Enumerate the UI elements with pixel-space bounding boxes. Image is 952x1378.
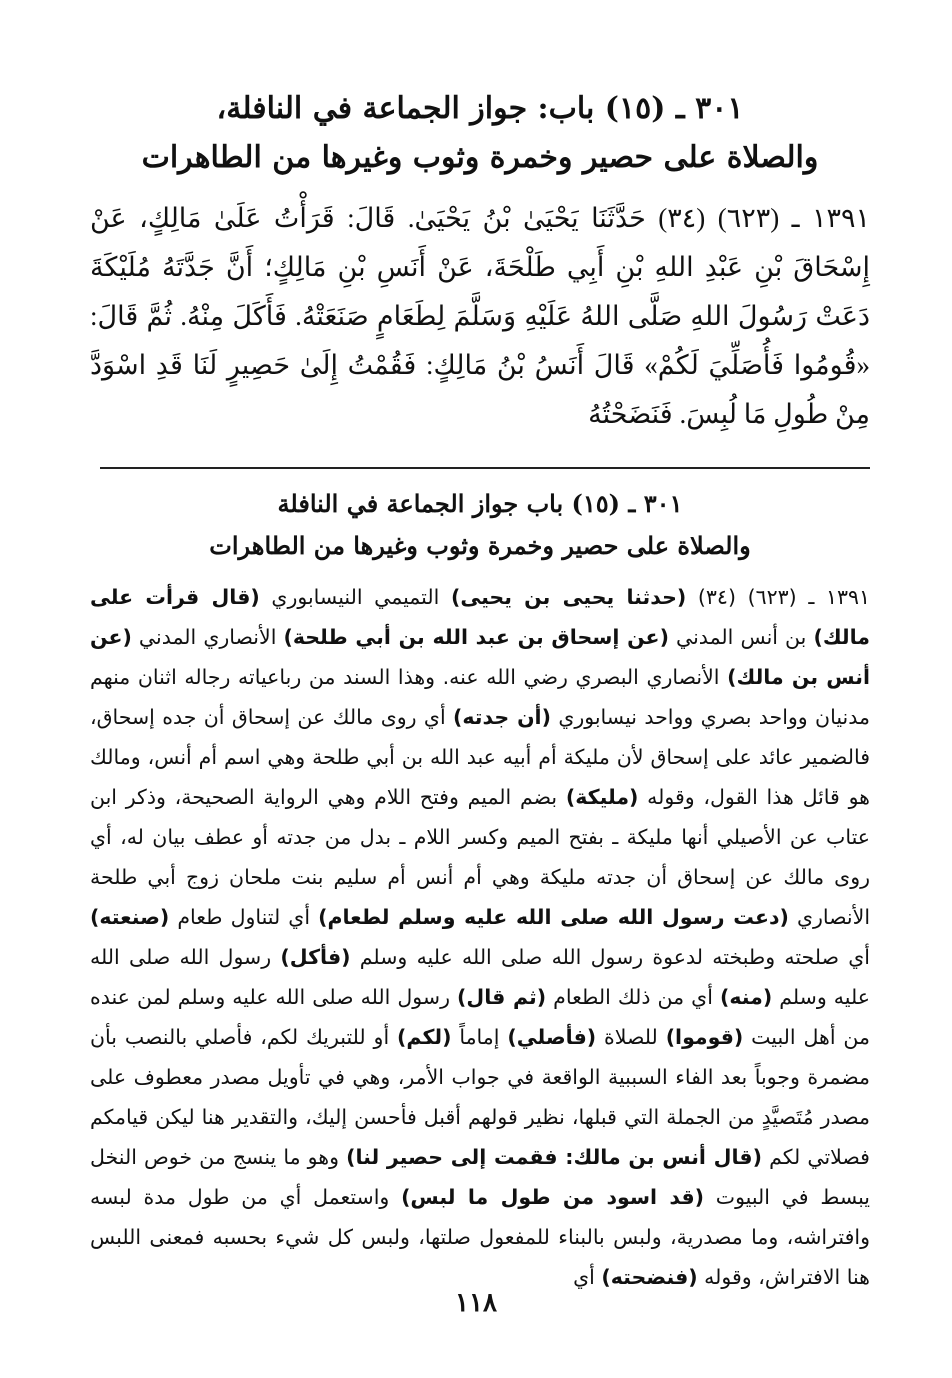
quoted-hadith-phrase: (منه) (719, 985, 773, 1009)
commentary-phrase: بن أنس المدني (668, 625, 814, 649)
commentary-phrase: أي (573, 1265, 602, 1289)
quoted-hadith-phrase: (مليكة) (565, 785, 639, 809)
quoted-hadith-phrase: (دعت رسول الله صلى الله عليه وسلم لطعام) (318, 905, 789, 929)
commentary-title-line-1: ٣٠١ ـ (١٥) باب جواز الجماعة في النافلة (277, 489, 683, 518)
commentary-phrase: أو للتبريك لكم، فأصلي بالنصب بأن مضمرة وجوباً بعد الفاء السببية الواقعة في جواب الأمر، وهي في تأويل مصدر معطوف على مصدر مُتَصيَّدٍ من الجملة التي قبلها، نظير قولهم أقبل فأحسن إليك، والتقدير هنا ليكن قيامكم فصلاتي لكم (90, 1025, 870, 1169)
commentary-phrase: بضم الميم وفتح اللام وهي الرواية الصحيحة، وذكر ابن عتاب عن الأصيلي أنها مليكة ـ بفتح الميم وكسر اللام ـ بدل من جدته أو عطف بيان له، أي روى مالك عن إسحاق أن جدته مليكة وهي أم أنس أم سليم بنت ملحان زوج أبي طلحة الأنصاري (90, 785, 871, 929)
commentary-phrase: إماماً (451, 1025, 508, 1049)
quoted-hadith-phrase: (قد اسود من طول ما لبس) (401, 1185, 705, 1209)
commentary-phrase: رسول الله صلى الله عليه وسلم لمن عنده من أهل البيت (90, 985, 870, 1049)
commentary-phrase: رسول الله صلى الله عليه وسلم (90, 945, 870, 1009)
quoted-hadith-phrase: (قال قرأت على مالك) (90, 585, 870, 649)
quoted-hadith-phrase: (أن جدته) (452, 705, 551, 729)
quoted-hadith-phrase: (ثم قال) (457, 985, 547, 1009)
page-number: ١١٨ (455, 1288, 497, 1318)
commentary-text (90, 577, 870, 1297)
quoted-hadith-phrase: (فأصلي) (507, 1025, 597, 1049)
quoted-hadith-phrase: (فأكل) (280, 945, 351, 969)
quoted-hadith-phrase: (قوموا) (665, 1025, 744, 1049)
commentary-phrase: أي لتناول طعام (169, 905, 319, 929)
commentary-title-line-2: والصلاة على حصير وخمرة وثوب وغيرها من الطاهرات (209, 531, 751, 560)
quoted-hadith-phrase: (عن أنس بن مالك) (90, 625, 870, 689)
commentary-phrase: وهو ما ينسج من خوص النخل يبسط في البيوت (90, 1145, 870, 1209)
quoted-hadith-phrase: (عن إسحاق بن عبد الله بن أبي طلحة) (283, 625, 669, 649)
quoted-hadith-phrase: (لكم) (397, 1025, 452, 1049)
commentary-phrase: ١٣٩١ ـ (٦٢٣) (٣٤) (686, 585, 871, 609)
commentary-phrase: للصلاة (596, 1025, 666, 1049)
chapter-title-line-1: ٣٠١ ـ (١٥) باب: جواز الجماعة في النافلة، (216, 91, 744, 126)
commentary-phrase: أي من ذلك الطعام (546, 985, 720, 1009)
separator-rule (100, 467, 870, 469)
commentary-phrase: التميمي النيسابوري (259, 585, 451, 609)
chapter-title-line-2: والصلاة على حصير وخمرة وثوب وغيرها من الطاهرات (141, 140, 819, 175)
commentary-phrase: الأنصاري المدني (131, 625, 284, 649)
commentary-phrase: أي صلحته وطبخته لدعوة رسول الله صلى الله عليه وسلم (350, 945, 870, 969)
quoted-hadith-phrase: (صنعته) (90, 905, 170, 929)
hadith-text: ١٣٩١ ـ (٦٢٣) (٣٤) حَدَّثَنَا يَحْيَىٰ بْنُ يَحْيَىٰ. قَالَ: قَرَأْتُ عَلَىٰ مَالِكٍ، عَنْ إِسْحَاقَ بْنِ عَبْدِ اللهِ بْنِ أَبِي طَلْحَةَ، عَنْ أَنَسِ بْنِ مَالِكٍ؛ أَنَّ جَدَّتَهُ مُلَيْكَةَ دَعَتْ رَسُولَ اللهِ صَلَّى اللهُ عَلَيْهِ وَسَلَّمَ لِطَعَامٍ صَنَعَتْهُ. فَأَكَلَ مِنْهُ. ثُمَّ قَالَ: «قُومُوا فَأُصَلِّيَ لَكُمْ» قَالَ أَنَسُ بْنُ مَالِكٍ: فَقُمْتُ إِلَىٰ حَصِيرٍ لَنَا قَدِ اسْوَدَّ مِنْ طُولِ مَا لُبِسَ. فَنَضَحْتُهُ (90, 203, 871, 429)
commentary-phrase: الأنصاري البصري رضي الله عنه. وهذا السند من رباعياته رجاله اثنان منهم مدنيان وواحد بصري وواحد نيسابوري (90, 665, 870, 729)
commentary-heading (90, 483, 870, 567)
commentary-phrase: أي روى مالك عن إسحاق أن جده إسحاق، فالضمير عائد على إسحاق لأن مليكة أم أبيه عبد الله بن أبي طلحة وهي اسم أم أنس، ومالك هو قائل هذا القول، وقوله (90, 705, 870, 809)
commentary-paragraph (90, 577, 870, 1297)
commentary-phrase: واستعمل أي من طول مدة لبسه وافتراشه، وما مصدرية، ولبس بالبناء للمفعول صلتها، ولبس كل شيء بحسبه فمعنى اللبس هنا الافتراش، وقوله (90, 1185, 870, 1289)
quoted-hadith-phrase: (قال أنس بن مالك: فقمت إلى حصير لنا) (346, 1145, 762, 1169)
quoted-hadith-phrase: (حدثنا يحيى بن يحيى) (450, 585, 687, 609)
quoted-hadith-phrase: (فنضحته) (601, 1265, 698, 1289)
chapter-heading (90, 84, 870, 182)
